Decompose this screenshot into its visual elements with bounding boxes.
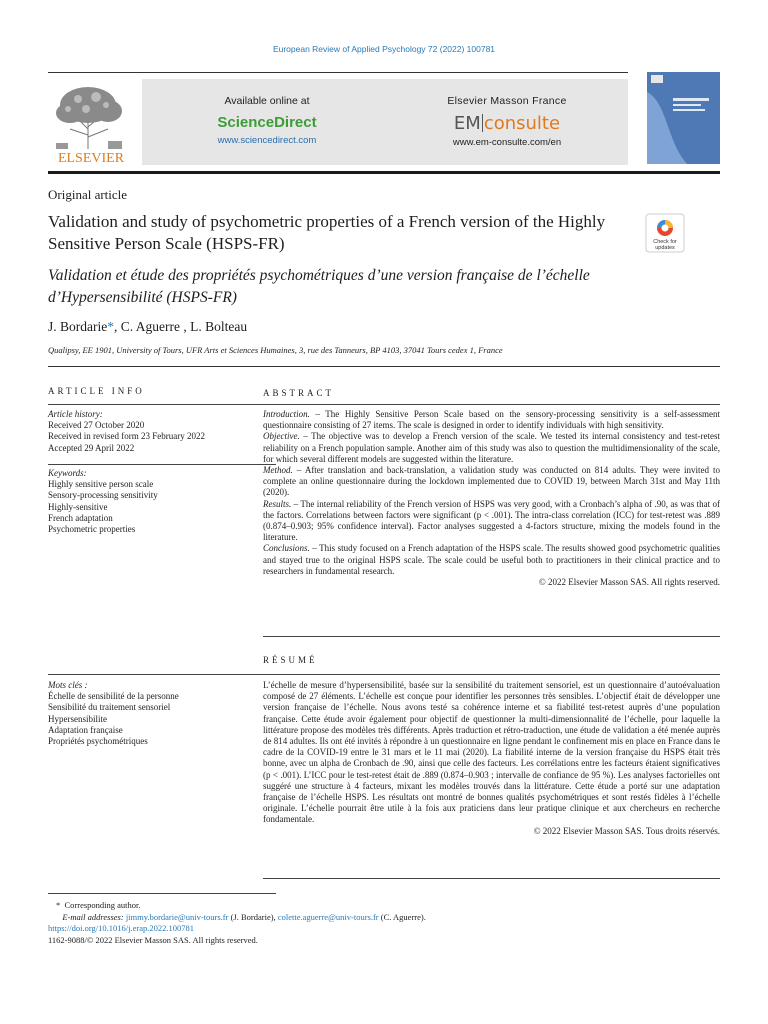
issn-line: 1162-9088/© 2022 Elsevier Masson SAS. All rights reserved. [48,934,258,945]
emconsulte-link[interactable]: www.em-consulte.com/en [452,137,562,148]
sciencedirect-logo[interactable]: ScienceDirect [217,114,317,131]
mots-cles-rule [48,674,276,675]
article-type: Original article [48,187,128,202]
email-link-bordarie[interactable]: jimmy.bordarie@univ-tours.fr [125,911,229,922]
masson-label: Elsevier Masson France [447,95,567,107]
keyword: Highly-sensitive [48,501,108,512]
resume-text: L’échelle de mesure d’hypersensibilité, basée sur la sensibilité du traitement sensoriel, est un questionnaire d’autoévaluation composé de 27 éléments. L’échelle est conçue pour identifier les personnes très sensibles. L’objectif était de développer une version française de l’échelle. Nous avons testé sa cohérence interne et sa fiabilité test-retest auprès d’une population française. Cette étude avoir également pour objectif de questionner la multi-dimensionnalité de l’échelle, pour laquelle la littérature propose des modèles très différents. Après traduction et rétro-traduction, une étude de validation a été menée auprès de 814 adultes. Ils ont été invités à répondre à un questionnaire en ligne pendant le confinement mis en place en France dans le cadre de la COVID-19 entre le 31 mars et le 11 mai (2020). La fiabilité interne de la version française du HSPS était très bonne, avec un alpha de Cronbach de .90, ainsi que celle des facteurs. Les corrélations entre les facteurs étaient significatives (p < .001). L’ICC pour le test-retest était de .889 (0.874–0.903 ; intervalle de confiance de 95 %). Les analyses factorielles ont suggéré une structure à 4 facteurs, mixant les modèles trouvés dans la littérature. Cette étude a porté sur une adaptation française de l’échelle HSPS. Les résultats ont montré de bonnes qualités psychométriques et sont restés fidèles à l’échelle originale. L’échelle pourrait être utile à la fois aux praticiens dans leur pratique clinique et aux chercheurs en recherche fondamentale. [263,680,720,825]
abstract-conclusions: Conclusions. – This study focused on a French adaptation of the HSPS scale. The results showed good psychometric qualities and stayed true to the original HSPS scale. The scale could be useful both to practitioners in their clinical practice and to researchers in fundamental research. [263,543,720,576]
footnote-rule [48,893,276,894]
mots-cles-block [48,680,276,747]
abstract-objective: Objective. – The objective was to develop a French version of the scale. We tested its internal consistency and test-retest reliability on a French population sample. Another aim of this study was also to question the multidimensionality of the scale, for which several different models are suggested within the literature. [263,431,720,464]
corresponding-footnote: * Corresponding author. [56,900,141,910]
abstract-body [263,409,720,588]
keywords-block [48,468,276,535]
available-online-label: Available online at [224,95,310,107]
section-rule [48,366,720,367]
article-history [48,409,276,454]
em-divider [482,114,483,132]
doi-link[interactable]: https://doi.org/10.1016/j.erap.2022.100781 [48,923,194,933]
check-for-updates-badge[interactable] [645,213,685,253]
abstract-rule [263,404,720,405]
article-info-rule [48,404,276,405]
email-footnote: E-mail addresses: jimmy.bordarie@univ-tours.fr (J. Bordarie), colette.aguerre@univ-tours.fr (C. Aguerre). [62,911,426,922]
header-banner [142,79,628,165]
abstract-heading: ABSTRACT [263,388,335,398]
article-title: Validation and study of psychometric properties of a French version of the Highly Sensitive Person Scale (HSPS-FR) [48,212,606,253]
elsevier-wordmark: ELSEVIER [57,151,125,165]
authors-rest: , C. Aguerre , L. Bolteau [113,319,248,334]
mots-cles-label: Mots clés : [48,680,88,690]
corresponding-author-marker[interactable]: * [107,319,114,334]
keyword: Highly sensitive person scale [48,479,154,490]
mot-cle: Hypersensibilite [48,713,107,724]
abstract-copyright: © 2022 Elsevier Masson SAS. All rights reserved. [538,577,720,588]
keywords-label: Keywords: [48,468,87,478]
consulte-text: consulte [483,113,561,134]
sciencedirect-link[interactable]: www.sciencedirect.com [217,135,317,146]
abstract-results: Results. – The internal reliability of the French version of HSPS was very good, with a Cronbach’s alpha of .90, as was that of the factors. Correlations between factors were significant (p < .001). The intra-class correlation (ICC) for test-retest was .889 (0.874–0.903; 95% confidence interval). Factor analyses suggested a 4-factors structure, mixing the models found in the literature. [263,498,720,543]
affiliation: Qualipsy, EE 1901, University of Tours, UFR Arts et Sciences Humaines, 3, rue des Tanneurs, BP 4103, 37041 Tours cedex 1, France [48,345,503,355]
resume-copyright: © 2022 Elsevier Masson SAS. Tous droits réservés. [533,825,720,836]
keyword: French adaptation [48,512,113,523]
abstract-introduction: Introduction. – The Highly Sensitive Person Scale based on the sensory-processing sensitivity is a self-assessment questionnaire consisting of 27 items. The scale is designed in order to identify individuals with high sensitivity. [263,409,720,431]
article-title-french: Validation et étude des propriétés psychométriques d’une version française de l’échelle d’Hypersensibilité (HSPS-FR) [48,267,590,306]
keywords-rule [48,464,276,465]
keyword: Psychometric properties [48,524,136,535]
history-revised: Received in revised form 23 February 2022 [48,431,205,442]
check-updates-line2: updates [655,245,675,251]
email-link-aguerre[interactable]: colette.aguerre@univ-tours.fr [277,911,379,922]
header-thick-rule [48,171,720,174]
resume-heading: RÉSUMÉ [263,655,318,665]
journal-cover-image[interactable] [647,72,720,164]
mot-cle: Propriétés psychométriques [48,736,148,747]
journal-citation[interactable]: European Review of Applied Psychology 72 (2022) 100781 [272,44,496,54]
footnotes [48,900,720,946]
emconsulte-logo[interactable] [412,113,602,134]
abstract-method: Method. – After translation and back-translation, a validation study was conducted on 814 adults. They were invited to complete an online questionnaire during the lockdown implemented due to COVID 19, between March 31st and May 11th (2020). [263,465,720,498]
history-label: Article history: [48,409,103,419]
header-rule [48,72,628,73]
check-updates-line1: Check for [653,239,677,245]
resume-body [263,680,720,837]
article-info-heading: ARTICLE INFO [48,386,145,396]
history-received: Received 27 October 2020 [48,420,145,431]
emconsulte-block[interactable] [412,95,602,148]
abstract-bottom-rule [263,636,720,637]
footnote-star: * [56,900,61,910]
resume-rule [263,674,720,675]
mot-cle: Échelle de sensibilité de la personne [48,691,179,702]
mot-cle: Sensibilité du traitement sensoriel [48,702,171,713]
sciencedirect-block[interactable] [182,95,352,146]
em-text: EM [453,113,481,134]
resume-bottom-rule [263,878,720,879]
email-label: E-mail addresses: [62,911,124,922]
author-list [48,319,247,335]
history-accepted: Accepted 29 April 2022 [48,442,135,453]
mot-cle: Adaptation française [48,724,123,735]
keyword: Sensory-processing sensitivity [48,490,158,501]
author-bordarie[interactable]: J. Bordarie [48,319,108,334]
elsevier-logo[interactable] [48,79,134,165]
